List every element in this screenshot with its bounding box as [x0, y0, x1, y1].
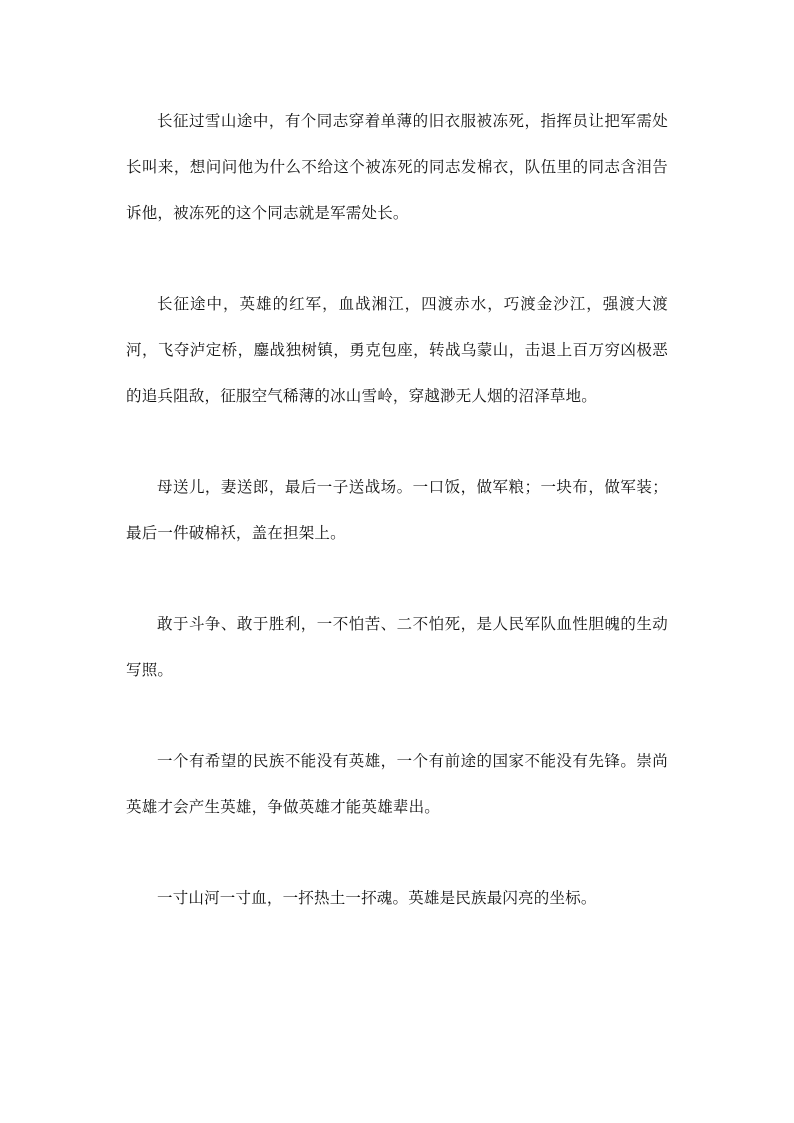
paragraph-courage-spirit: 敢于斗争、敢于胜利，一不怕苦、二不怕死，是人民军队血性胆魄的生动写照。 [126, 615, 668, 679]
paragraph-nation-heroes: 一个有希望的民族不能没有英雄，一个有前途的国家不能没有先锋。崇尚英雄才会产生英雄，争做英雄才能英雄辈出。 [126, 752, 668, 816]
paragraph-family-support: 母送儿，妻送郎，最后一子送战场。一口饭，做军粮；一块布，做军装；最后一件破棉袄，盖在担架上。 [126, 478, 668, 542]
paragraph-hero-coordinate: 一寸山河一寸血，一抔热土一抔魂。英雄是民族最闪亮的坐标。 [157, 889, 597, 907]
paragraph-red-army-battles: 长征途中，英雄的红军，血战湘江，四渡赤水，巧渡金沙江，强渡大渡河，飞夺泸定桥，鏖战独树镇，勇克包座，转战乌蒙山，击退上百万穷凶极恶的追兵阻敌，征服空气稀薄的冰山雪岭，穿越渺无人烟的沼泽草地。 [126, 295, 668, 405]
paragraph-long-march-snow-mountain: 长征过雪山途中，有个同志穿着单薄的旧衣服被冻死，指挥员让把军需处长叫来，想问问他为什么不给这个被冻死的同志发棉衣，队伍里的同志含泪告诉他，被冻死的这个同志就是军需处长。 [126, 112, 668, 222]
document-body [126, 98, 668, 921]
